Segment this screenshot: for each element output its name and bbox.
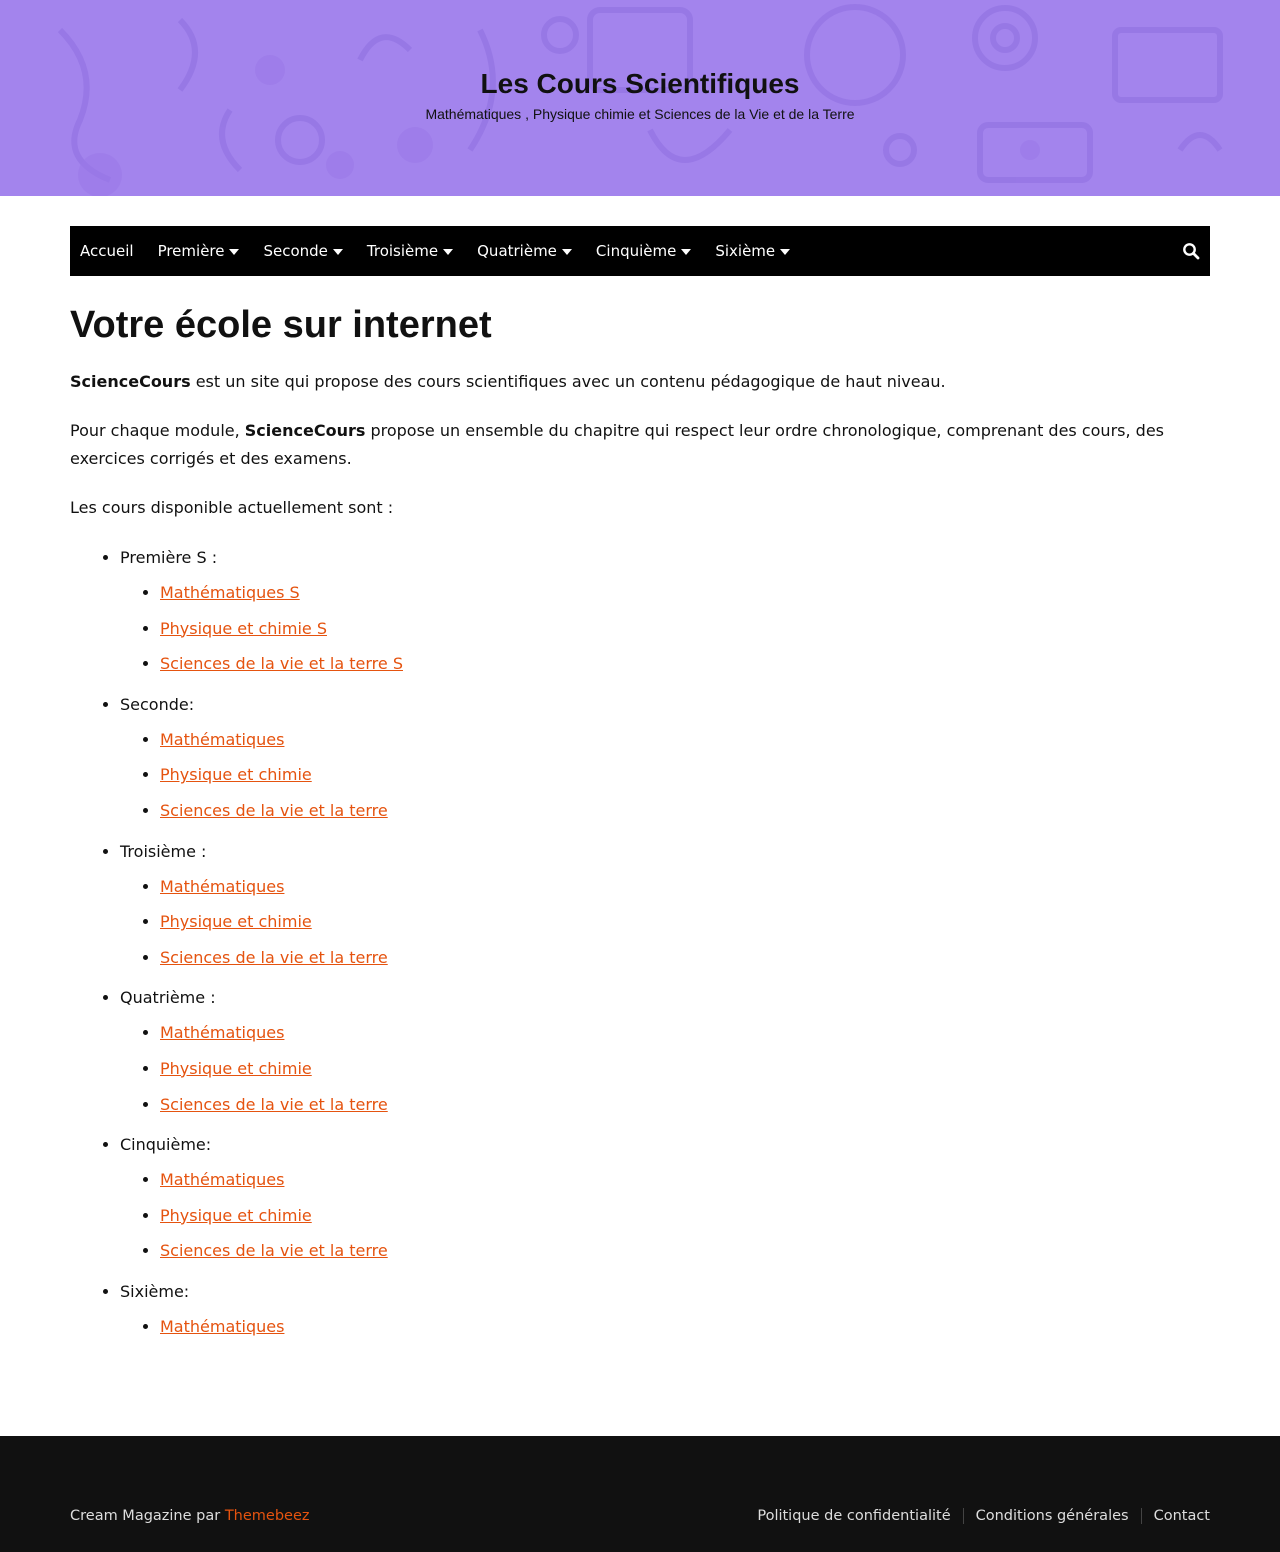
subject-list-item bbox=[160, 793, 1210, 829]
course-level-label: • Première S : bbox=[120, 548, 218, 567]
subject-link[interactable]: Mathématiques bbox=[160, 1170, 285, 1190]
course-level-label: • Troisième : bbox=[120, 841, 207, 861]
caret-down-icon bbox=[229, 249, 239, 255]
subject-list-item bbox=[160, 1015, 1210, 1051]
course-level-label: • Seconde: bbox=[120, 694, 195, 714]
site-title[interactable]: Les Cours Scientifiques bbox=[480, 68, 800, 99]
caret-down-icon bbox=[562, 249, 572, 255]
footer-links bbox=[745, 1508, 1210, 1524]
nav-label: Seconde bbox=[263, 242, 328, 260]
brand-name: ScienceCours bbox=[244, 421, 366, 440]
nav-item-seconde[interactable] bbox=[251, 242, 354, 260]
footer-credit bbox=[70, 1508, 310, 1524]
subject-link[interactable]: Sciences de la vie et la terre bbox=[160, 1241, 388, 1261]
modules-text-start: Pour chaque module, bbox=[70, 421, 245, 440]
main-navigation bbox=[70, 226, 1210, 276]
subject-list-item bbox=[160, 1198, 1210, 1234]
search-icon[interactable] bbox=[1182, 242, 1200, 260]
course-level-item bbox=[120, 1275, 1210, 1345]
course-level-label: • Sixième: bbox=[120, 1281, 190, 1301]
subject-link[interactable]: Physique et chimie bbox=[160, 1058, 312, 1078]
subject-list-item bbox=[160, 611, 1210, 647]
nav-item-cinquieme[interactable] bbox=[584, 242, 703, 260]
intro-paragraph bbox=[70, 368, 1210, 396]
nav-label: Quatrième bbox=[477, 242, 557, 260]
subjects-list bbox=[120, 1162, 1210, 1269]
subject-link[interactable]: Physique et chimie S bbox=[160, 618, 327, 638]
subject-list-item bbox=[160, 1087, 1210, 1123]
main-content bbox=[70, 368, 1210, 1351]
nav-item-troisieme[interactable] bbox=[355, 242, 465, 260]
subject-link[interactable]: Sciences de la vie et la terre bbox=[160, 1094, 388, 1114]
intro-text: est un site qui propose des cours scientifiques avec un contenu pédagogique de haut niveau. bbox=[190, 372, 946, 391]
caret-down-icon bbox=[443, 249, 453, 255]
subjects-list bbox=[120, 869, 1210, 976]
course-level-item bbox=[120, 835, 1210, 976]
credit-text: Cream Magazine par bbox=[70, 1508, 225, 1524]
subject-list-item bbox=[160, 1309, 1210, 1345]
nav-item-quatrieme[interactable] bbox=[465, 242, 584, 260]
course-level-item bbox=[120, 541, 1210, 682]
course-level-label: • Quatrième : bbox=[120, 988, 216, 1008]
nav-label: Accueil bbox=[80, 242, 134, 260]
course-levels-list bbox=[70, 541, 1210, 1345]
subject-link[interactable]: Sciences de la vie et la terre bbox=[160, 947, 388, 967]
subject-list-item bbox=[160, 575, 1210, 611]
subject-list-item bbox=[160, 646, 1210, 682]
course-level-label: • Cinquième: bbox=[120, 1135, 212, 1155]
subject-list-item bbox=[160, 757, 1210, 793]
subject-link[interactable]: Mathématiques bbox=[160, 729, 285, 749]
subject-link[interactable]: Mathématiques bbox=[160, 876, 285, 896]
courses-intro: Les cours disponible actuellement sont : bbox=[70, 498, 394, 517]
footer-link-contact[interactable]: Contact bbox=[1141, 1508, 1210, 1524]
subjects-list bbox=[120, 1309, 1210, 1345]
footer-link-privacy[interactable]: Politique de confidentialité bbox=[757, 1508, 951, 1524]
nav-item-accueil[interactable] bbox=[70, 242, 146, 260]
site-description: Mathématiques , Physique chimie et Sciences de la Vie et de la Terre bbox=[425, 106, 855, 122]
subject-list-item bbox=[160, 1051, 1210, 1087]
subjects-list bbox=[120, 1015, 1210, 1122]
subjects-list bbox=[120, 722, 1210, 829]
subject-link[interactable]: Physique et chimie bbox=[160, 912, 312, 932]
course-level-item bbox=[120, 981, 1210, 1122]
nav-label: Première bbox=[157, 242, 225, 260]
subject-list-item bbox=[160, 869, 1210, 905]
subject-list-item bbox=[160, 1162, 1210, 1198]
site-footer bbox=[0, 1436, 1280, 1552]
subject-list-item bbox=[160, 904, 1210, 940]
subject-list-item bbox=[160, 940, 1210, 976]
caret-down-icon bbox=[333, 249, 343, 255]
page-title: Votre école sur internet bbox=[70, 304, 492, 346]
nav-item-sixieme[interactable] bbox=[703, 242, 802, 260]
modules-paragraph bbox=[70, 417, 1210, 473]
themebeez-link[interactable]: Themebeez bbox=[224, 1508, 310, 1524]
subjects-list bbox=[120, 575, 1210, 682]
course-level-item bbox=[120, 688, 1210, 829]
subject-link[interactable]: Sciences de la vie et la terre S bbox=[160, 654, 403, 674]
footer-link-terms[interactable]: Conditions générales bbox=[963, 1508, 1141, 1524]
nav-label: Cinquième bbox=[595, 242, 677, 260]
subject-link[interactable]: Physique et chimie bbox=[160, 1205, 312, 1225]
caret-down-icon bbox=[780, 249, 790, 255]
nav-label: Troisième bbox=[366, 242, 439, 260]
subject-link[interactable]: Sciences de la vie et la terre bbox=[160, 800, 388, 820]
subject-link[interactable]: Mathématiques S bbox=[160, 583, 300, 602]
nav-label: Sixième bbox=[715, 242, 776, 260]
header-banner bbox=[0, 0, 1280, 196]
course-level-item bbox=[120, 1128, 1210, 1269]
nav-item-premiere[interactable] bbox=[146, 242, 252, 260]
subject-list-item bbox=[160, 722, 1210, 758]
subject-link[interactable]: Mathématiques bbox=[160, 1023, 285, 1043]
modules-text: propose un ensemble du chapitre qui respect leur ordre chronologique, comprenant des cours, des exercices corrigés et des examens. bbox=[70, 421, 1164, 468]
brand-name: ScienceCours bbox=[70, 372, 191, 391]
caret-down-icon bbox=[681, 249, 691, 255]
subject-link[interactable]: Mathématiques bbox=[160, 1316, 285, 1336]
subject-list-item bbox=[160, 1233, 1210, 1269]
subject-link[interactable]: Physique et chimie bbox=[160, 765, 312, 785]
